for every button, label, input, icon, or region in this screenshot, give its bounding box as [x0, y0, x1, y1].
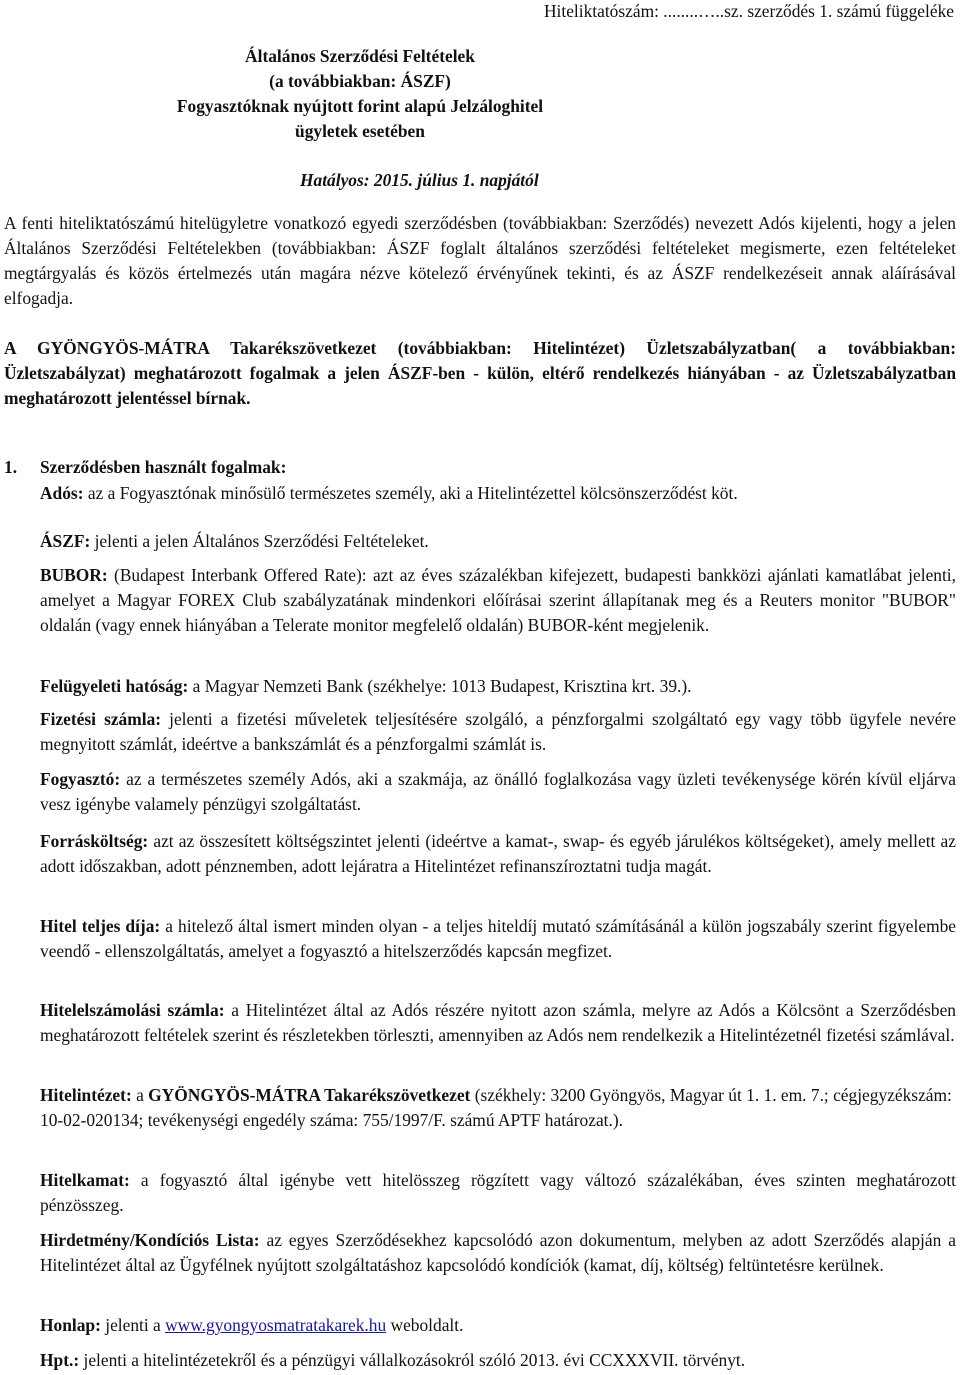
definition-text: a fogyasztó által igénybe vett hitelösszeg rögzített vagy változó százalékában, éves szinten meghatározott pénzösszeg.: [40, 1170, 956, 1215]
definition-term: Hitelkamat:: [40, 1170, 130, 1190]
definition-text: jelenti a fizetési műveletek teljesítésére szolgáló, a pénzforgalmi szolgáltató egy vagy több ügyfele nevére megnyitott számlát, ideértve a bankszámlát és a pénzforgalmi számlát is.: [40, 709, 956, 754]
definition-honlap: [40, 1313, 956, 1338]
definition-text-pre: jelenti a: [100, 1315, 166, 1335]
definition-text: azt az összesített költségszintet jelenti (ideértve a kamat-, swap- és egyéb járulékos költségeket), amely mellett az adott időszakban, adott pénznemben, adott lejáratra a Hitelintézet refinanszíroztatni tudja magát.: [40, 831, 956, 876]
definition-text: weboldalt.: [386, 1315, 464, 1335]
definition-fizetesi-szamla: [40, 707, 956, 757]
section-heading: [4, 455, 286, 480]
intro-paragraph-1: A fenti hiteliktatószámú hitelügyletre vonatkozó egyedi szerződésben (továbbiakban: Szerződés) nevezett Adós kijelenti, hogy a jelen Általános Szerződési Feltételekben (továbbiakban: ÁSZF foglalt általános szerződési feltételeket megismerte, ezen feltételeket megtárgyalás és közös értelmezés után magára nézve kötelező érvényűnek tekinti, és az ÁSZF rendelkezéseit annak aláírásával elfogadja.: [4, 213, 956, 308]
definition-hitelelszamolasi-szamla: [40, 998, 956, 1048]
definition-term: Hitelelszámolási számla:: [40, 1000, 225, 1020]
definition-term: Fogyasztó:: [40, 769, 121, 789]
definition-term: ÁSZF:: [40, 531, 91, 551]
definition-text: (Budapest Interbank Offered Rate): azt az éves százalékban kifejezett, budapesti bankközi ajánlati kamatlábat jelenti, amelyet a Magyar FOREX Club szabályzatának mindenkori előírásai szerint állapítanak meg és a Reuters monitor "BUBOR" oldalán (vagy ennek hiányában a Telerate monitor megfelelő oldalán) BUBOR-ként megjelenik.: [40, 565, 956, 635]
definition-hpt: [40, 1348, 956, 1373]
definition-text: (székhely: 3200 Gyöngyös, Magyar út 1. 1. em. 7.; cégjegyzékszám: 10-02-020134; tevékenységi engedély száma: 755/1997/F. számú APTF határozat.).: [40, 1085, 952, 1130]
intro-paragraph-2: A GYÖNGYÖS-MÁTRA Takarékszövetkezet (továbbiakban: Hitelintézet) Üzletszabályzatban( a továbbiakban: Üzletszabályzat) meghatározott fogalmak a jelen ÁSZF-ben - külön, eltérő rendelkezés hiányában - az Üzletszabályzatban meghatározott jelentéssel bírnak.: [4, 338, 956, 408]
definition-hitelkamat: [40, 1168, 956, 1218]
definition-term: Adós:: [40, 483, 84, 503]
definition-text: az a természetes személy Adós, aki a szakmája, az önálló foglalkozása vagy üzleti tevékenysége körén kívül eljárva vesz igénybe valamely pénzügyi szolgáltatást.: [40, 769, 956, 814]
definition-term: Honlap:: [40, 1315, 101, 1335]
definition-forraskoltseg: [40, 829, 956, 879]
website-link[interactable]: www.gyongyosmatratakarek.hu: [165, 1315, 387, 1335]
definition-term: Fizetési számla:: [40, 709, 162, 729]
definition-felugyeleti-hatosag: [40, 674, 956, 699]
definition-text: a Magyar Nemzeti Bank (székhelye: 1013 Budapest, Krisztina krt. 39.).: [188, 676, 692, 696]
section-title: Szerződésben használt fogalmak:: [40, 457, 287, 477]
definition-text: az a Fogyasztónak minősülő természetes személy, aki a Hitelintézettel kölcsönszerződést köt.: [83, 483, 738, 503]
title-line-1: Általános Szerződési Feltételek: [245, 46, 475, 66]
definition-text-pre: a: [131, 1085, 149, 1105]
definition-fogyaszto: [40, 767, 956, 817]
definition-bubor: [40, 563, 956, 638]
definition-hitel-teljes-dija: [40, 914, 956, 964]
definition-hirdetmeny: [40, 1228, 956, 1278]
document-reference: Hiteliktatószám: ........…..sz. szerződés 1. számú függeléke: [543, 1, 954, 21]
definition-text: jelenti a jelen Általános Szerződési Feltételeket.: [90, 531, 429, 551]
effective-date: Hatályos: 2015. július 1. napjától: [300, 170, 539, 190]
definition-term: BUBOR:: [40, 565, 108, 585]
definition-term: Hpt.:: [40, 1350, 80, 1370]
title-line-2: (a továbbiakban: ÁSZF): [269, 71, 451, 91]
definition-term: Hitel teljes díja:: [40, 916, 161, 936]
definition-aszf: [40, 529, 956, 554]
definition-term: Hirdetmény/Kondíciós Lista:: [40, 1230, 260, 1250]
definition-ados: [40, 481, 956, 506]
definition-term: Forrásköltség:: [40, 831, 149, 851]
title-line-3: Fogyasztóknak nyújtott forint alapú Jelzáloghitel: [176, 96, 544, 116]
document-title: [0, 44, 720, 144]
section-number: 1.: [4, 457, 18, 477]
definition-text: a Hitelintézet által az Adós részére nyitott azon számla, melyre az Adós a Kölcsönt a Szerződésben meghatározott feltételek szerint és részletekben törleszti, amennyiben az Adós nem rendelkezik a Hitelintézetnél fizetési számlával.: [40, 1000, 956, 1045]
definition-hitelintezet: [40, 1083, 956, 1133]
institution-name: GYÖNGYÖS-MÁTRA Takarékszövetkezet: [148, 1085, 471, 1105]
definition-text: jelenti a hitelintézetekről és a pénzügyi vállalkozásokról szóló 2013. évi CCXXXVII. törvényt.: [79, 1350, 746, 1370]
definition-text: a hitelező által ismert minden olyan - a teljes hiteldíj mutató számításánál a külön jogszabály szerint figyelembe veendő - ellenszolgáltatás, amelyet a fogyasztó a hitelszerződés kapcsán megfizet.: [40, 916, 957, 961]
definition-text: az egyes Szerződésekhez kapcsolódó azon dokumentum, melyben az adott Szerződés alapján a Hitelintézet által az Ügyfélnek nyújtott szolgáltatáshoz kapcsolódó kondíciók (kamat, díj, költség) feltüntetésre kerülnek.: [40, 1230, 956, 1275]
definition-term: Hitelintézet:: [40, 1085, 132, 1105]
title-line-4: ügyletek esetében: [295, 121, 425, 141]
definition-term: Felügyeleti hatóság:: [40, 676, 189, 696]
